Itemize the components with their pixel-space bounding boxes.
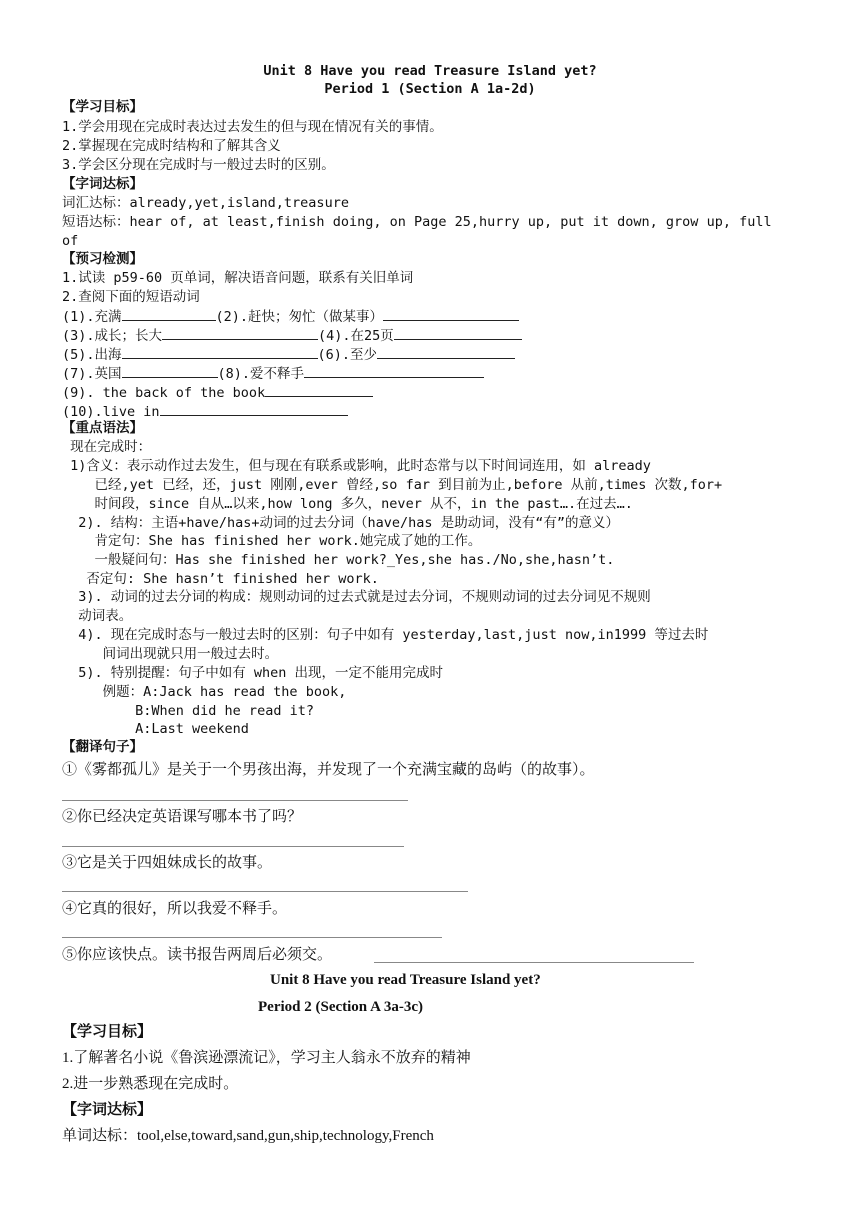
answer-blank[interactable] bbox=[377, 345, 515, 359]
answer-blank[interactable] bbox=[160, 402, 348, 416]
phrase-prompt: (8).爱不释手 bbox=[217, 366, 305, 382]
grammar-line: 肯定句：She has finished her work.她完成了她的工作。 bbox=[62, 533, 482, 549]
answer-blank[interactable] bbox=[122, 364, 218, 378]
translate-item: ④它真的很好，所以我爱不释手。 bbox=[62, 901, 288, 917]
grammar-line: 4). 现在完成时态与一般过去时的区别：句子中如有 yesterday,last,just now,in1999 等过去时 bbox=[62, 627, 709, 643]
grammar-line: 间词出现就只用一般过去时。 bbox=[62, 646, 279, 662]
answer-line[interactable] bbox=[62, 937, 442, 938]
vocab-heading: 【字词达标】 bbox=[62, 1102, 153, 1118]
goal-item: 3.学会区分现在完成时与一般过去时的区别。 bbox=[62, 157, 335, 173]
grammar-line: 2). 结构：主语+have/has+动词的过去分词（have/has 是助动词，没有“有”的意义） bbox=[62, 515, 619, 531]
phrase-prompt: (3).成长；长大 bbox=[62, 328, 163, 344]
phrase-prompt: (4).在25页 bbox=[318, 328, 394, 344]
preview-heading: 【预习检测】 bbox=[62, 251, 143, 267]
grammar-title: 现在完成时： bbox=[62, 439, 152, 455]
vocab-phrases-cont: of bbox=[62, 233, 79, 249]
vocab-heading: 【字词达标】 bbox=[62, 176, 143, 192]
grammar-line: 例题：A:Jack has read the book, bbox=[62, 684, 347, 700]
phrase-row bbox=[62, 326, 522, 346]
translate-item: ②你已经决定英语课写哪本书了吗？ bbox=[62, 809, 303, 825]
translate-item: ⑤你应该快点。读书报告两周后必须交。 bbox=[62, 947, 333, 963]
goal-item: 1.了解著名小说《鲁滨逊漂流记》，学习主人翁永不放弃的精神 bbox=[62, 1050, 471, 1066]
grammar-line: 5). 特别提醒：句子中如有 when 出现，一定不能用完成时 bbox=[62, 665, 444, 681]
grammar-line: 1)含义：表示动作过去发生，但与现在有联系或影响，此时态常与以下时间词连用，如 already bbox=[62, 458, 651, 474]
preview-item: 2.查阅下面的短语动词 bbox=[62, 289, 200, 305]
grammar-line: 动词表。 bbox=[62, 608, 133, 624]
grammar-line: B:When did he read it? bbox=[62, 703, 314, 719]
goals-heading: 【学习目标】 bbox=[62, 1024, 153, 1040]
period-subtitle: Period 1 (Section A 1a-2d) bbox=[324, 81, 536, 97]
answer-blank[interactable] bbox=[122, 307, 216, 321]
answer-blank[interactable] bbox=[383, 307, 519, 321]
unit-title: Unit 8 Have you read Treasure Island yet? bbox=[263, 63, 597, 79]
translate-item: ③它是关于四姐妹成长的故事。 bbox=[62, 855, 273, 871]
answer-blank[interactable] bbox=[394, 326, 522, 340]
answer-blank[interactable] bbox=[162, 326, 318, 340]
answer-blank[interactable] bbox=[304, 364, 484, 378]
vocab-words: 单词达标：tool,else,toward,sand,gun,ship,technology,French bbox=[62, 1128, 434, 1144]
phrase-prompt: (10).live in bbox=[62, 404, 160, 420]
answer-line[interactable] bbox=[62, 891, 468, 892]
vocab-phrases: 短语达标：hear of, at least,finish doing, on Page 25,hurry up, put it down, grow up, full bbox=[62, 214, 772, 230]
phrase-prompt: (9). the back of the book bbox=[62, 385, 266, 401]
goal-item: 2.进一步熟悉现在完成时。 bbox=[62, 1076, 239, 1092]
grammar-line: 一般疑问句：Has she finished her work?_Yes,she has./No,she,hasn’t. bbox=[62, 552, 615, 568]
answer-blank[interactable] bbox=[265, 383, 373, 397]
period-subtitle: Period 2 (Section A 3a-3c) bbox=[258, 999, 423, 1015]
grammar-line: 否定句: She hasn’t finished her work. bbox=[62, 571, 379, 587]
goal-item: 1.学会用现在完成时表达过去发生的但与现在情况有关的事情。 bbox=[62, 119, 443, 135]
phrase-prompt: (7).英国 bbox=[62, 366, 122, 382]
answer-line[interactable] bbox=[62, 800, 408, 801]
unit-title: Unit 8 Have you read Treasure Island yet? bbox=[270, 972, 541, 988]
grammar-line: A:Last weekend bbox=[62, 721, 249, 737]
phrase-prompt: (5).出海 bbox=[62, 347, 122, 363]
phrase-prompt: (6).至少 bbox=[317, 347, 378, 363]
phrase-row bbox=[62, 307, 519, 327]
answer-blank[interactable] bbox=[122, 345, 318, 359]
phrase-row bbox=[62, 364, 484, 384]
vocab-words: 词汇达标：already,yet,island,treasure bbox=[62, 195, 349, 211]
grammar-heading: 【重点语法】 bbox=[62, 420, 143, 436]
answer-line[interactable] bbox=[374, 962, 694, 963]
goal-item: 2.掌握现在完成时结构和了解其含义 bbox=[62, 138, 281, 154]
goals-heading: 【学习目标】 bbox=[62, 99, 143, 115]
grammar-line: 时间段，since 自从…以来,how long 多久，never 从不，in the past….在过去…. bbox=[62, 496, 633, 512]
translate-heading: 【翻译句子】 bbox=[62, 739, 143, 755]
phrase-prompt: (2).赶快；匆忙（做某事） bbox=[215, 309, 384, 325]
answer-line[interactable] bbox=[62, 846, 404, 847]
phrase-row bbox=[62, 383, 373, 403]
grammar-line: 已经,yet 已经，还，just 刚刚,ever 曾经,so far 到目前为止,before 从前,times 次数,for+ bbox=[62, 477, 723, 493]
phrase-row bbox=[62, 345, 515, 365]
translate-item: ①《雾都孤儿》是关于一个男孩出海，并发现了一个充满宝藏的岛屿（的故事）。 bbox=[62, 762, 595, 778]
phrase-prompt: (1).充满 bbox=[62, 309, 122, 325]
grammar-line: 3). 动词的过去分词的构成：规则动词的过去式就是过去分词，不规则动词的过去分词见不规则 bbox=[62, 589, 651, 605]
preview-item: 1.试读 p59-60 页单词，解决语音问题，联系有关旧单词 bbox=[62, 270, 414, 286]
